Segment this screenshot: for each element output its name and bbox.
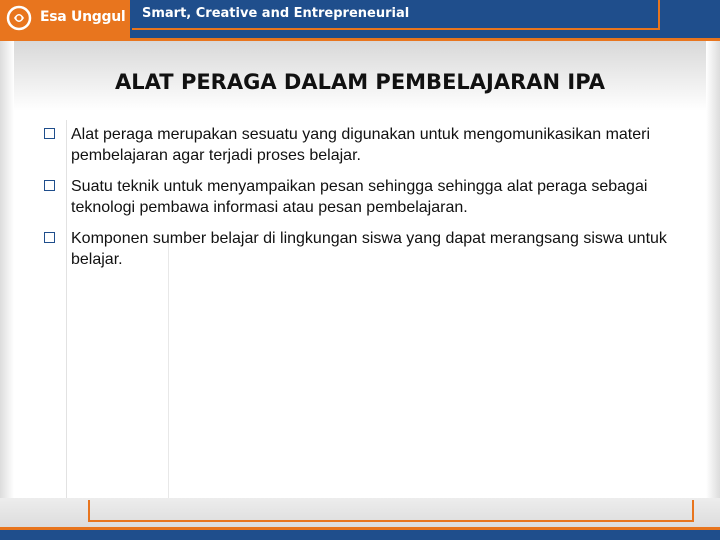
hollow-square-bullet-icon	[44, 232, 55, 243]
slide-title: ALAT PERAGA DALAM PEMBELAJARAN IPA	[115, 70, 605, 94]
header-underline	[0, 38, 720, 41]
bullet-text: Suatu teknik untuk menyampaikan pesan sehingga sehingga alat peraga sebagai teknologi pembawa informasi atau pesan pembelajaran.	[71, 178, 648, 216]
bullet-item	[44, 124, 684, 166]
hollow-square-bullet-icon	[44, 180, 55, 191]
university-emblem-icon	[6, 4, 32, 32]
bullet-text: Alat peraga merupakan sesuatu yang digunakan untuk mengomunikasikan materi pembelajaran agar terjadi proses belajar.	[71, 126, 651, 164]
background-left-shade	[0, 41, 14, 511]
header-bar	[0, 0, 720, 38]
logo-name: Esa Unggul	[40, 9, 126, 25]
hollow-square-bullet-icon	[44, 128, 55, 139]
bullet-item	[44, 228, 684, 270]
bullet-text: Komponen sumber belajar di lingkungan siswa yang dapat merangsang siswa untuk belajar.	[71, 230, 667, 268]
background-right-shade	[706, 41, 720, 511]
logo	[0, 0, 130, 38]
footer-frame	[88, 500, 694, 522]
bullet-item	[44, 176, 684, 218]
bullet-list	[44, 124, 684, 280]
tagline: Smart, Creative and Entrepreneurial	[142, 6, 410, 21]
footer-bar	[0, 530, 720, 540]
